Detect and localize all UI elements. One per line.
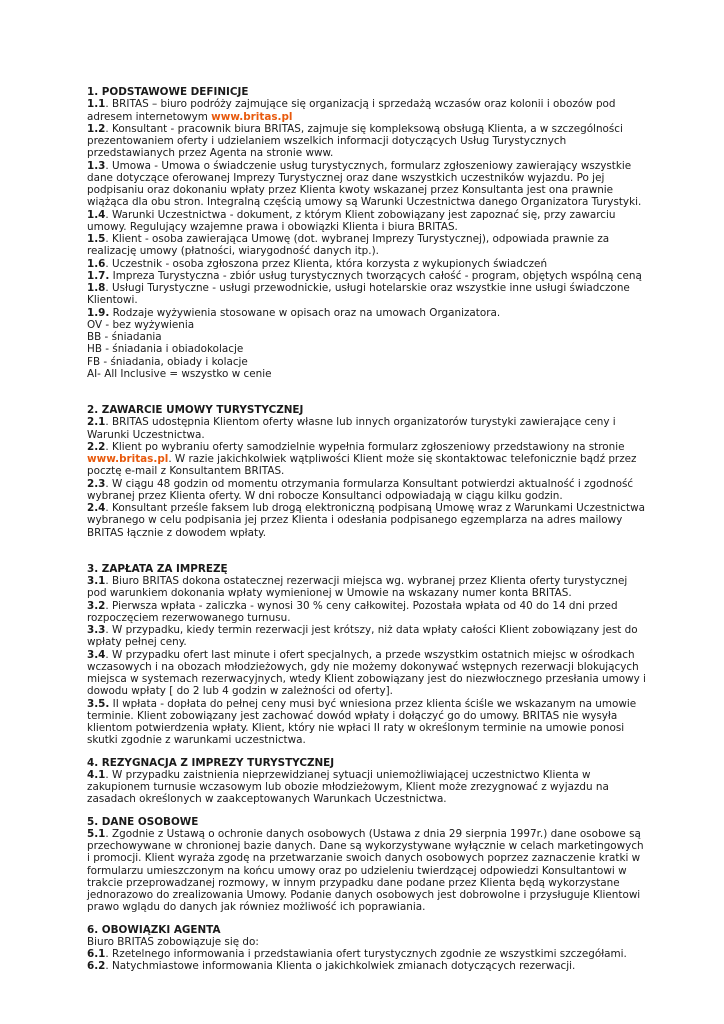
section-title: 5. DANE OSOBOWE	[87, 815, 199, 828]
spacer	[87, 392, 647, 404]
meal-item: OV - bez wyżywienia	[87, 318, 195, 331]
paragraph-1-1: 1.1. BRITAS – biuro podróży zajmujące się organizacją i sprzedażą wczasów oraz kolonii i obozów pod adresem internetowym www.britas.pl	[87, 98, 616, 123]
paragraph-3-4: 3.4. W przypadku ofert last minute i ofert specjalnych, a przede wszystkim ostatnich miejsc w ośrodkach wczasowych i na obozach młodzieżowych, gdy nie możemy dokonywać wstępnych rezerwacji blokujących miejsca w systemach rezerwacyjnych, wtedy Klient zobowiązany jest do niezwłocznego przesłania umowy i dowodu wpłaty [ do 2 lub 4 godzin w zależności od oferty].	[87, 648, 646, 698]
section-title: 6. OBOWIĄZKI AGENTA	[87, 923, 221, 936]
paragraph-4-1: 4.1. W przypadku zaistnienia nieprzewidzianej sytuacji uniemożliwiającej uczestnictwo Klienta w zakupionem turnusie wczasowym lub obozie młodzieżowym, Klient może zrezygnować z wyjazdu na zasadach określonych w zaakceptowanych Warunkach Uczestnictwa.	[87, 768, 609, 806]
paragraph-6-1: 6.1. Rzetelnego informowania i przedstawiania ofert turystycznych zgodnie ze wszystkimi szczegółami.	[87, 948, 627, 960]
spacer	[87, 551, 647, 563]
section-title: 3. ZAPŁATA ZA IMPREZĘ	[87, 562, 228, 575]
paragraph-2-2: 2.2. Klient po wybraniu oferty samodzielnie wypełnia formularz zgłoszeniowy przedstawiony na stronie www.britas.pl. W razie jakichkolwiek wątpliwości Klient może się skontaktowac telefonicznie bądź przez pocztę e-mail z Konsultantem BRITAS.	[87, 440, 637, 478]
britas-link[interactable]: www.britas.pl	[211, 110, 293, 123]
section-title: 2. ZAWARCIE UMOWY TURYSTYCZNEJ	[87, 404, 304, 416]
section-title: 1. PODSTAWOWE DEFINICJE	[87, 86, 249, 98]
paragraph-3-5: 3.5. II wpłata - dopłata do pełnej ceny musi być wniesiona przez klienta ściśle we wskazanym na umowie terminie. Klient zobowiązany jest zachować dowód wpłaty i dołączyć go do umowy. BRITAS nie wysyła klientom potwierdzenia wpłaty. Klient, który nie wpłaci II raty w określonym terminie na umowie ponosi skutki zgodnie z warunkami uczestnictwa.	[87, 697, 637, 747]
britas-link[interactable]: www.britas.pl	[87, 453, 169, 465]
paragraph-5-1: 5.1. Zgodnie z Ustawą o ochronie danych osobowych (Ustawa z dnia 29 sierpnia 1997r.) dane osobowe są przechowywane w chronionej bazie danych. Dane są wykorzystywane wyłącznie w celach marketingowych i promocji. Klient wyraża zgodę na przetwarzanie swoich danych osobowych poprzez zaznaczenie kratki w formularzu umieszczonym na końcu umowy oraz po udzieleniu twierdzącej odpowiedzi Konsultantowi w trakcie przeprowadzanej rozmowy, w innym przypadku dane podane przez Klienta będą wykorzystane jednorazowo do zrealizowania Umowy. Podanie danych osobowych jest dobrowolne i przysługuje Klientowi prawo wglądu do danych jak równiez możliwość ich poprawiania.	[87, 827, 644, 914]
meal-item: FB - śniadania, obiady i kolacje	[87, 355, 248, 368]
section-definitions	[87, 86, 647, 380]
meal-item: AI- All Inclusive = wszystko w cenie	[87, 367, 272, 380]
section-payment	[87, 563, 647, 747]
paragraph-1-6: 1.6. Uczestnik - osoba zgłoszona przez Klienta, która korzysta z wykupionych świadczeń	[87, 257, 548, 270]
paragraph-6-2: 6.2. Natychmiastowe informowania Klienta o jakichkolwiek zmianach dotyczących rezerwacji.	[87, 960, 576, 973]
paragraph-2-1: 2.1. BRITAS udostępnia Klientom oferty własne lub innych organizatorów turystyki zawierające ceny i Warunki Uczestnictwa.	[87, 416, 616, 441]
paragraph-3-3: 3.3. W przypadku, kiedy termin rezerwacji jest krótszy, niż data wpłaty całości Klient zobowiązany jest do wpłaty pełnej ceny.	[87, 624, 638, 649]
meal-item: BB - śniadania	[87, 331, 162, 343]
meal-item: HB - śniadania i obiadokolacje	[87, 343, 244, 356]
section-cancellation	[87, 757, 647, 806]
paragraph-3-1: 3.1. Biuro BRITAS dokona ostatecznej rezerwacji miejsca wg. wybranej przez Klienta oferty turystycznej pod warunkiem dokonania wpłaty wymienionej w Umowie na wskazany numer konta BRITAS.	[87, 575, 628, 600]
paragraph-1-4: 1.4. Warunki Uczestnictwa - dokument, z którym Klient zobowiązany jest zapoznać się, przy zawarciu umowy. Regulujący wzajemne prawa i obowiązki Klienta i biura BRITAS.	[87, 208, 616, 233]
section-title: 4. REZYGNACJA Z IMPREZY TURYSTYCZNEJ	[87, 756, 335, 769]
paragraph-2-4: 2.4. Konsultant prześle faksem lub drogą elektroniczną podpisaną Umowę wraz z Warunkami Uczestnictwa wybranego w celu podpisania jej przez Klienta i odesłania podpisanego egzemplarza na adres mailowy BRITAS łącznie z dowodem wpłaty.	[87, 502, 645, 539]
section-personal-data	[87, 816, 647, 914]
section-intro: Biuro BRITAS zobowiązuje się do:	[87, 935, 259, 948]
paragraph-3-2: 3.2. Pierwsza wpłata - zaliczka - wynosi 30 % ceny całkowitej. Pozostała wpłata od 40 do 14 dni przed rozpoczęciem rezerwowanego turnusu.	[87, 599, 618, 624]
section-agent-duties	[87, 924, 647, 973]
paragraph-1-2: 1.2. Konsultant - pracownik biura BRITAS, zajmuje się kompleksową obsługą Klienta, a w szczególności prezentowaniem oferty i udzielaniem wszelkich informacji dotyczących Usług Turystycznych przedstawianych przez Agenta na stronie www.	[87, 122, 623, 160]
paragraph-1-8: 1.8. Usługi Turystyczne - usługi przewodnickie, usługi hotelarskie oraz wszystkie inne usługi świadczone Klientowi.	[87, 282, 630, 307]
document-body	[87, 86, 647, 985]
section-contract	[87, 404, 647, 539]
paragraph-1-7: 1.7. Impreza Turystyczna - zbiór usług turystycznych tworzących całość - program, objętych wspólną ceną	[87, 269, 642, 282]
paragraph-1-3: 1.3. Umowa - Umowa o świadczenie usług turystycznych, formularz zgłoszeniowy zawierający wszystkie dane dotyczące oferowanej Imprezy Turystycznej oraz dane wszystkich uczestników wyjazdu. Po jej podpisaniu oraz dokonaniu wpłaty przez Klienta kwoty wskazanej przez Konsultanta jest ona prawnie wiążąca dla obu stron. Integralną częścią umowy są Warunki Uczestnictwa danego Organizatora Turystyki.	[87, 159, 642, 209]
paragraph-1-5: 1.5. Klient - osoba zawierająca Umowę (dot. wybranej Imprezy Turystycznej), odpowiada prawnie za realizację umowy (płatności, wiarygodność danych itp.).	[87, 233, 610, 258]
paragraph-1-9: 1.9. Rodzaje wyżywienia stosowane w opisach oraz na umowach Organizatora.	[87, 306, 501, 319]
paragraph-2-3: 2.3. W ciągu 48 godzin od momentu otrzymania formularza Konsultant potwierdzi aktualność i zgodność wybranej przez Klienta oferty. W dni robocze Konsultanci odpowiadają w ciągu kilku godzin.	[87, 477, 634, 502]
